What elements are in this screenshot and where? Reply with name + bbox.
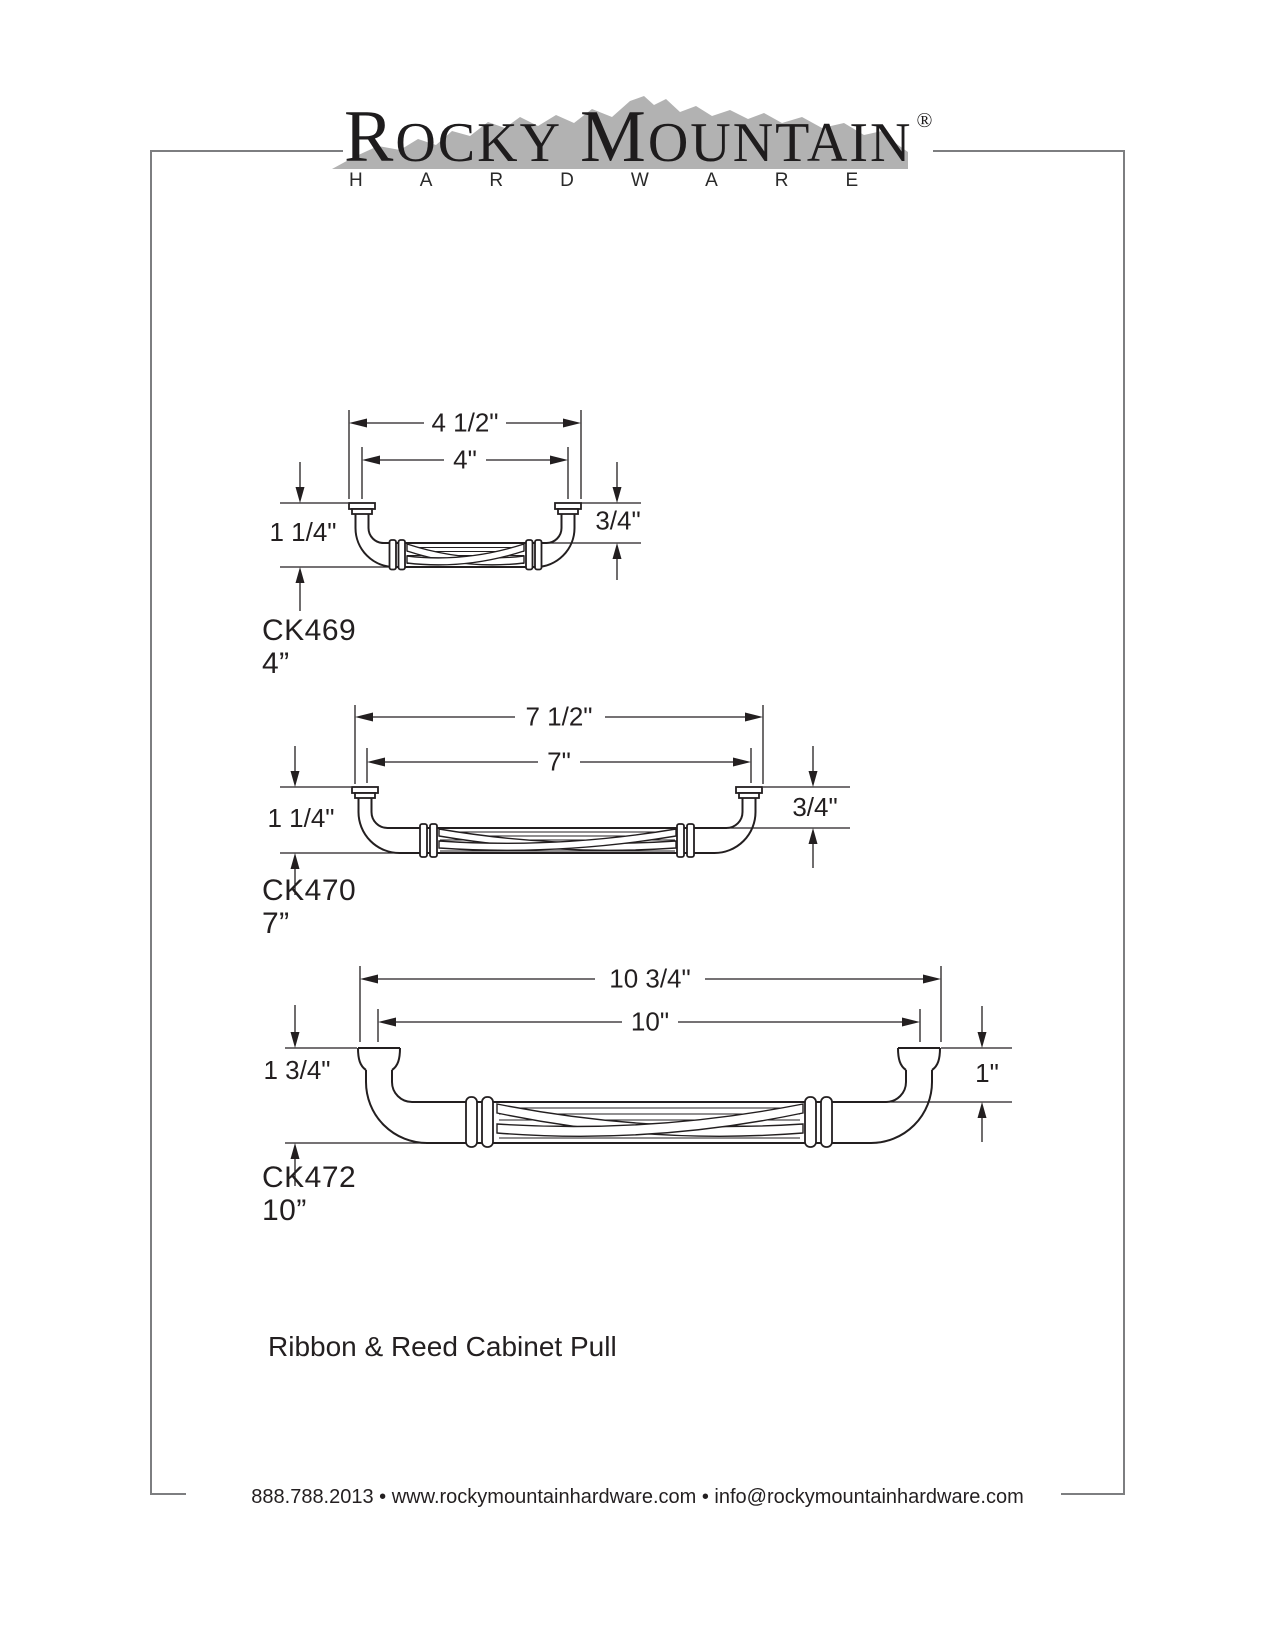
dim-overall-ck472: 10 3/4": [609, 963, 691, 994]
drawing-ck470: [267, 702, 850, 896]
dim-drop-ck470: 1 1/4": [267, 803, 335, 833]
part-size-ck469: 4”: [262, 647, 290, 680]
dim-drop-ck472: 1 3/4": [263, 1055, 331, 1085]
dim-projection-ck472: 1": [975, 1058, 999, 1088]
footer-contact: 888.788.2013 • www.rockymountainhardware.com • info@rockymountainhardware.com: [251, 1486, 1024, 1508]
logo-word2-rest: OUNTAIN: [647, 112, 913, 174]
dim-cc-ck472: 10": [630, 1006, 670, 1037]
dim-projection-ck469: 3/4": [595, 505, 641, 536]
pull-ck472: [358, 1048, 940, 1147]
dim-cc-ck469: 4": [453, 444, 477, 475]
pull-ck469: [349, 503, 581, 570]
dim-drop-ck469: 1 1/4": [269, 517, 337, 547]
brand-logo: [344, 96, 933, 178]
dim-cc-ck470: 7": [547, 746, 571, 777]
logo-word1-rest: OCKY: [395, 112, 563, 174]
drawing-ck469: [269, 408, 641, 612]
logo-word1-initial: R: [344, 96, 396, 178]
logo-word2-initial: M: [580, 96, 648, 178]
dim-projection-ck470: 3/4": [792, 792, 838, 822]
part-number-ck470: CK470: [262, 874, 357, 907]
part-number-ck469: CK469: [262, 614, 357, 647]
drawing-ck472: [263, 964, 1012, 1187]
logo-subtitle: HARDWARE: [349, 170, 916, 191]
registered-trademark-icon: ®: [916, 108, 933, 132]
dim-overall-ck469: 4 1/2": [431, 407, 499, 438]
product-title: Ribbon & Reed Cabinet Pull: [268, 1331, 617, 1362]
part-size-ck472: 10”: [262, 1194, 307, 1227]
part-size-ck470: 7”: [262, 907, 290, 940]
part-number-ck472: CK472: [262, 1161, 357, 1194]
pull-ck470: [352, 787, 762, 857]
dim-overall-ck470: 7 1/2": [525, 701, 593, 732]
